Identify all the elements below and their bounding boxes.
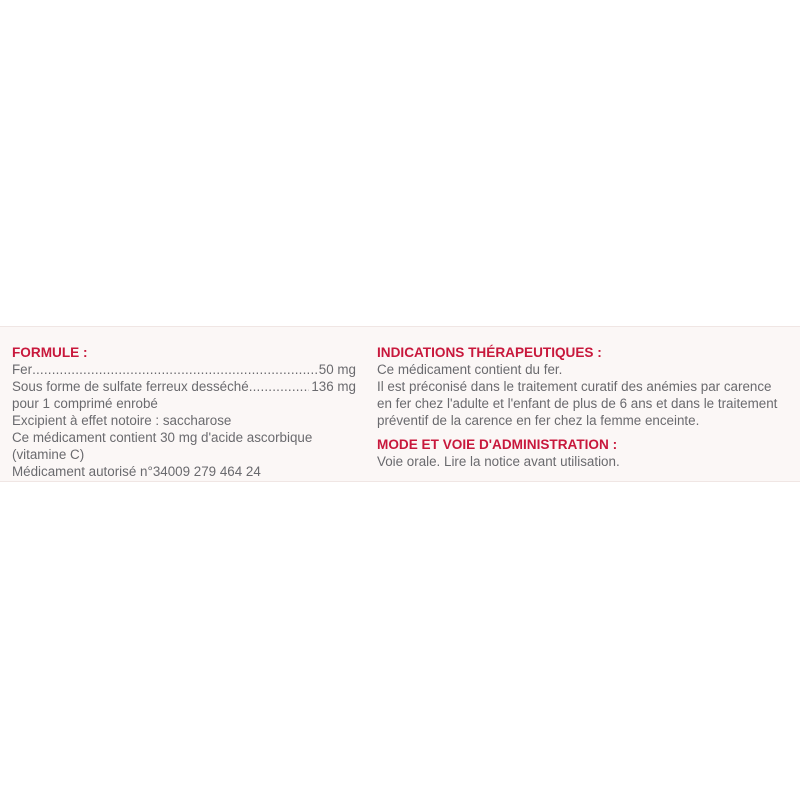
fer-value: 50 mg	[318, 362, 356, 377]
sulfate-label: Sous forme de sulfate ferreux desséché	[12, 379, 249, 394]
indications-heading: INDICATIONS THÉRAPEUTIQUES :	[377, 345, 602, 360]
formule-section	[12, 344, 356, 480]
right-column	[377, 344, 789, 470]
formule-heading: FORMULE :	[12, 345, 88, 360]
indications-line: préventif de la carence en fer chez la femme enceinte.	[377, 413, 700, 428]
section-spacer	[377, 429, 789, 436]
indications-line: Il est préconisé dans le traitement curatif des anémies par carence	[377, 379, 772, 394]
sulfate-value: 136 mg	[311, 379, 356, 394]
fer-row	[12, 361, 356, 378]
formule-line: pour 1 comprimé enrobé	[12, 396, 158, 411]
formule-line: Ce médicament contient 30 mg d'acide ascorbique	[12, 430, 313, 445]
indications-line: en fer chez l'adulte et l'enfant de plus de 6 ans et dans le traitement	[377, 396, 778, 411]
indications-line: Ce médicament contient du fer.	[377, 362, 563, 377]
administration-heading: MODE ET VOIE D'ADMINISTRATION :	[377, 437, 618, 452]
authorization-number: Médicament autorisé n°34009 279 464 24	[12, 464, 261, 479]
formule-line: (vitamine C)	[12, 447, 85, 462]
formule-line: Excipient à effet notoire : saccharose	[12, 413, 232, 428]
administration-text: Voie orale. Lire la notice avant utilisation.	[377, 454, 620, 469]
fer-label: Fer	[12, 362, 33, 377]
dot-leader	[249, 378, 310, 395]
sulfate-row	[12, 378, 356, 395]
dot-leader	[32, 361, 317, 378]
